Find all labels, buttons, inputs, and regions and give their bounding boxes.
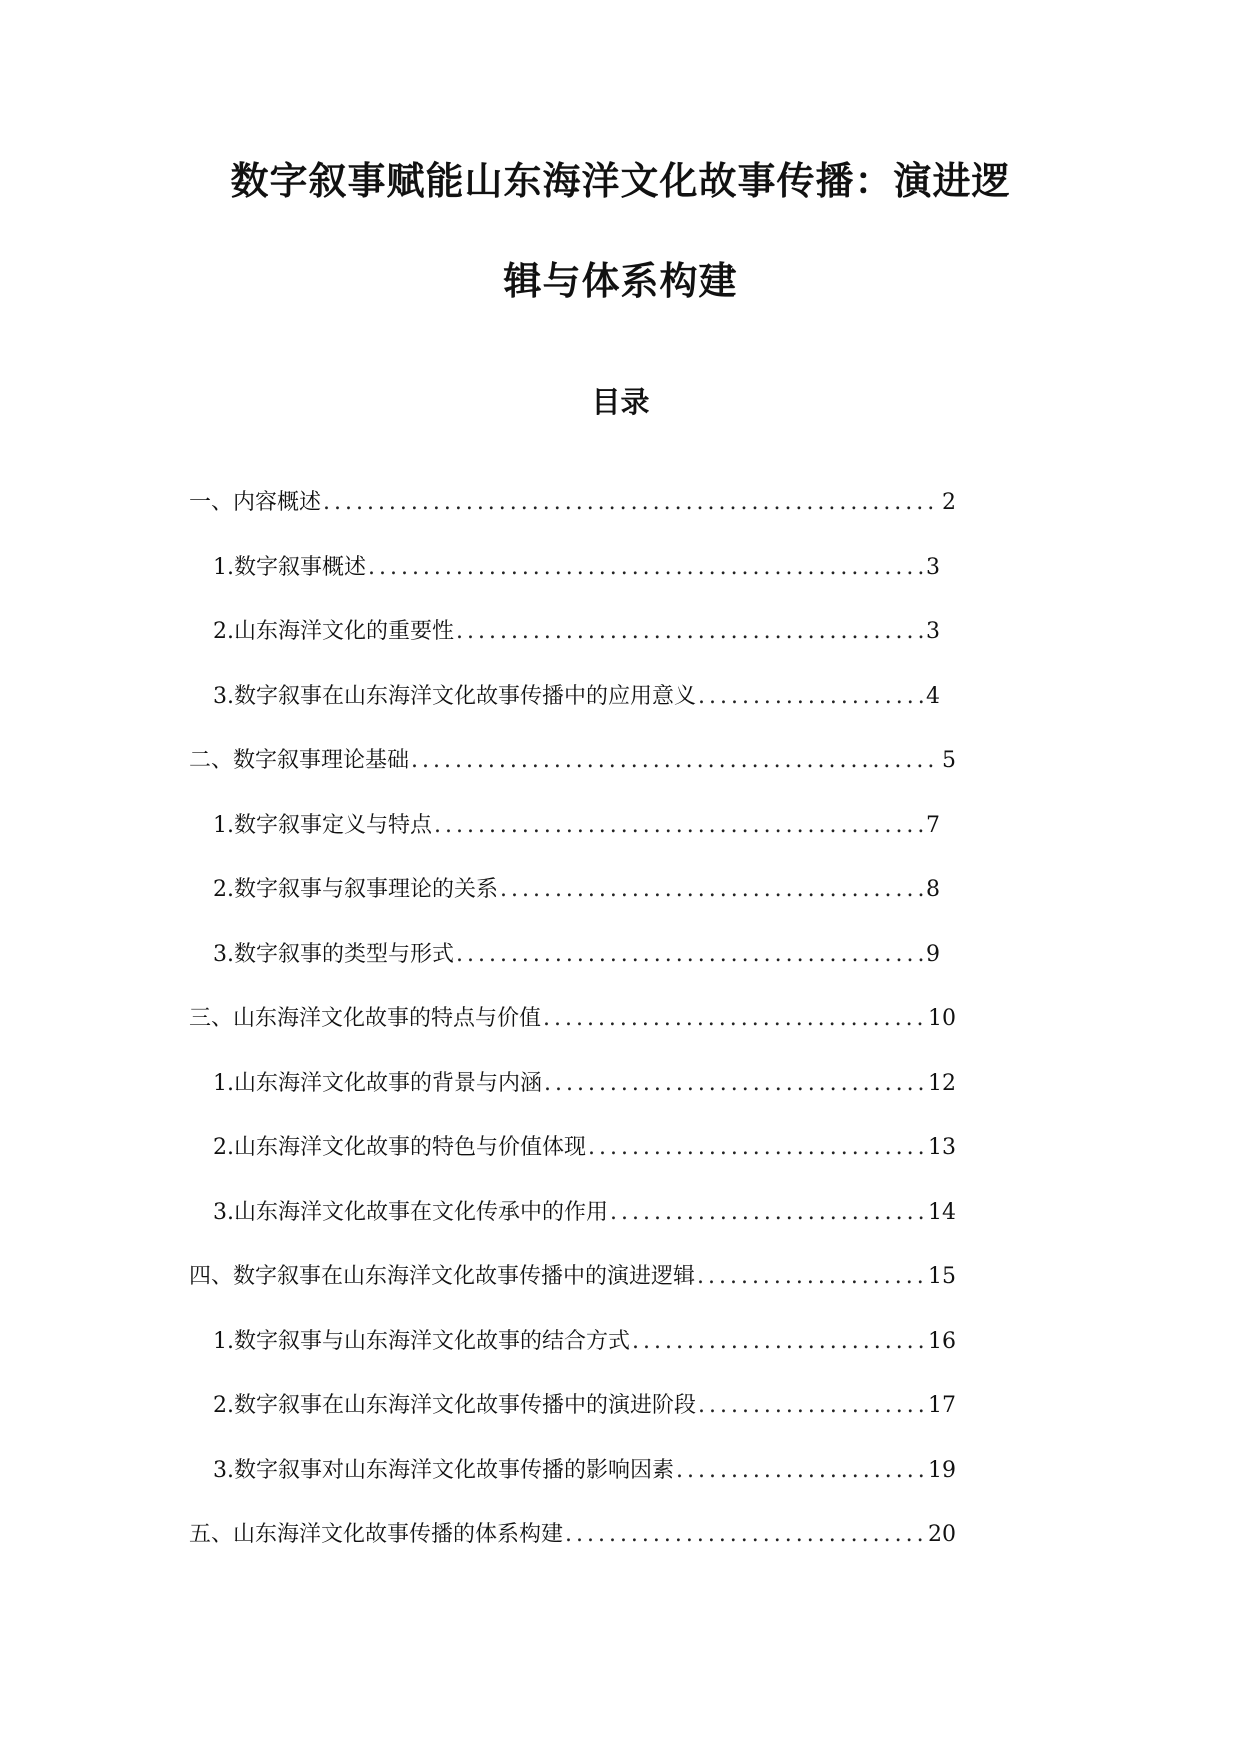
toc-entry-page-number: 16 — [928, 1328, 956, 1354]
toc-entry-label: 数字叙事概述 — [234, 554, 367, 580]
toc-entry-number: 2. — [213, 1393, 234, 1418]
toc-dot-leader — [543, 1006, 926, 1031]
toc-entry[interactable] — [189, 1517, 956, 1549]
toc-entry-page-number: 2 — [942, 490, 956, 515]
toc-entry-label: 数字叙事与叙事理论的关系 — [234, 877, 499, 902]
toc-entry-label: 二、数字叙事理论基础 — [189, 748, 410, 773]
toc-entry[interactable] — [213, 872, 940, 904]
toc-dot-leader — [500, 877, 924, 902]
toc-dot-leader — [565, 1522, 926, 1547]
toc-entry[interactable] — [189, 743, 956, 775]
toc-dot-leader — [456, 942, 924, 967]
toc-entry-page-number: 15 — [928, 1264, 956, 1289]
toc-entry-page-number: 13 — [928, 1135, 956, 1160]
toc-entry-number: 1. — [213, 1070, 234, 1096]
toc-entry-label: 数字叙事在山东海洋文化故事传播中的应用意义 — [234, 683, 697, 709]
toc-entry-label: 三、山东海洋文化故事的特点与价值 — [189, 1006, 542, 1031]
toc-dot-leader — [697, 1264, 926, 1289]
toc-entry[interactable] — [213, 614, 940, 646]
toc-entry-number: 1. — [213, 1328, 234, 1354]
toc-dot-leader — [698, 1393, 926, 1418]
toc-entry[interactable] — [213, 808, 940, 840]
toc-dot-leader — [411, 748, 940, 773]
toc-entry-number: 3. — [213, 1457, 234, 1483]
toc-dot-leader — [676, 1458, 926, 1483]
toc-entry-label: 山东海洋文化故事的特色与价值体现 — [234, 1135, 587, 1160]
toc-entry-page-number: 5 — [942, 748, 956, 773]
toc-entry-label: 数字叙事与山东海洋文化故事的结合方式 — [234, 1328, 631, 1354]
toc-entry-page-number: 7 — [926, 812, 940, 838]
toc-dot-leader — [698, 684, 924, 709]
toc-entry[interactable] — [213, 550, 940, 582]
toc-entry-label: 数字叙事对山东海洋文化故事传播的影响因素 — [234, 1457, 675, 1483]
toc-entry-number: 2. — [213, 877, 234, 902]
toc-entry-number: 3. — [213, 1199, 234, 1225]
toc-entry-label: 四、数字叙事在山东海洋文化故事传播中的演进逻辑 — [189, 1264, 696, 1289]
toc-entry-label: 数字叙事定义与特点 — [234, 812, 433, 838]
document-title-line-1: 数字叙事赋能山东海洋文化故事传播：演进逻 — [230, 159, 1011, 203]
toc-entry-page-number: 12 — [928, 1070, 956, 1096]
toc-entry-number: 1. — [213, 554, 234, 580]
toc-entry[interactable] — [189, 1001, 956, 1033]
toc-entry-number: 2. — [213, 1135, 234, 1160]
toc-entry-page-number: 14 — [928, 1199, 956, 1225]
toc-entry[interactable] — [213, 679, 940, 711]
toc-entry[interactable] — [213, 937, 940, 969]
toc-entry-label: 一、内容概述 — [189, 490, 322, 515]
toc-entry-page-number: 4 — [926, 683, 940, 709]
toc-entry[interactable] — [213, 1324, 956, 1356]
toc-dot-leader — [544, 1071, 926, 1096]
toc-entry-label: 五、山东海洋文化故事传播的体系构建 — [189, 1522, 564, 1547]
toc-entry[interactable] — [213, 1388, 956, 1420]
toc-entry[interactable] — [213, 1066, 956, 1098]
toc-dot-leader — [588, 1135, 926, 1160]
toc-entry-label: 数字叙事在山东海洋文化故事传播中的演进阶段 — [234, 1393, 697, 1418]
toc-entry-page-number: 19 — [928, 1457, 956, 1483]
toc-entry-page-number: 9 — [926, 941, 940, 967]
toc-entry-page-number: 8 — [926, 877, 940, 902]
toc-entry-page-number: 3 — [926, 554, 940, 580]
toc-entry[interactable] — [213, 1130, 956, 1162]
toc-entry[interactable] — [189, 1259, 956, 1291]
toc-entry-label: 山东海洋文化故事在文化传承中的作用 — [234, 1199, 609, 1225]
toc-entry[interactable] — [213, 1195, 956, 1227]
document-title-line-2: 辑与体系构建 — [503, 259, 738, 303]
toc-entry-page-number: 10 — [928, 1006, 956, 1031]
toc-entry-page-number: 20 — [928, 1522, 956, 1547]
toc-dot-leader — [323, 490, 940, 515]
toc-entry-number: 1. — [213, 812, 234, 838]
toc-entry[interactable] — [213, 1453, 956, 1485]
toc-entry-page-number: 3 — [926, 619, 940, 644]
toc-dot-leader — [610, 1200, 926, 1225]
toc-dot-leader — [434, 813, 924, 838]
toc-dot-leader — [368, 555, 924, 580]
toc-entry[interactable] — [189, 485, 956, 517]
toc-entry-label: 数字叙事的类型与形式 — [234, 941, 455, 967]
toc-entry-label: 山东海洋文化故事的背景与内涵 — [234, 1070, 543, 1096]
toc-entry-number: 3. — [213, 941, 234, 967]
toc-entry-page-number: 17 — [928, 1393, 956, 1418]
toc-dot-leader — [456, 619, 924, 644]
toc-entry-label: 山东海洋文化的重要性 — [234, 619, 455, 644]
toc-entry-number: 3. — [213, 683, 234, 709]
toc-heading: 目录 — [591, 385, 650, 419]
toc-dot-leader — [632, 1329, 926, 1354]
toc-entry-number: 2. — [213, 619, 234, 644]
